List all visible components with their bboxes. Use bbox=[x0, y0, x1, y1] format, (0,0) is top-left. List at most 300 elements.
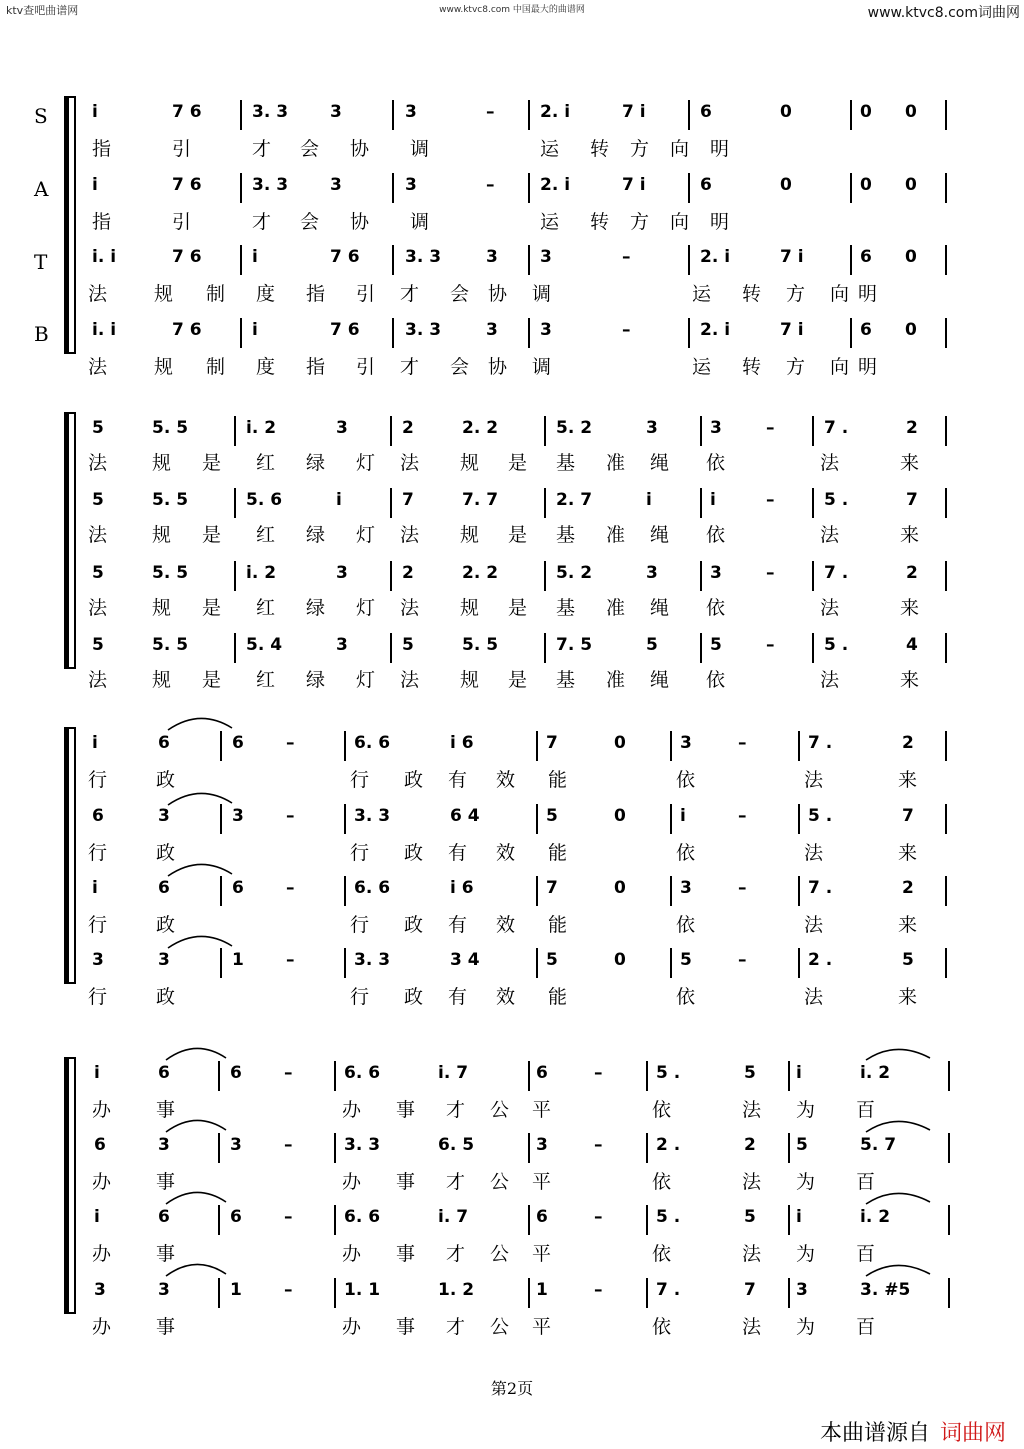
note: i bbox=[92, 102, 98, 122]
note: 6 bbox=[94, 1135, 106, 1155]
lyric-char: 行 bbox=[350, 986, 370, 1008]
note: 5. 2 bbox=[556, 563, 593, 583]
note: 3 bbox=[158, 1280, 170, 1300]
lyric-char: 灯 bbox=[356, 597, 376, 619]
lyric-char: 绿 bbox=[306, 452, 326, 474]
note: 0 bbox=[860, 175, 872, 195]
lyric-char: 才 bbox=[252, 211, 272, 233]
lyric-char: 办 bbox=[92, 1171, 112, 1193]
bar-line bbox=[945, 318, 947, 348]
lyric-char: 依 bbox=[652, 1243, 672, 1265]
note: – bbox=[284, 1207, 293, 1227]
lyric-char: 行 bbox=[88, 914, 108, 936]
note: 3 bbox=[486, 320, 498, 340]
note: 6. 5 bbox=[438, 1135, 475, 1155]
lyric-char: 度 bbox=[256, 356, 276, 378]
bar-line bbox=[220, 876, 222, 906]
note: – bbox=[284, 1063, 293, 1083]
lyric-char: 规 bbox=[460, 669, 480, 691]
lyric-char: 运 bbox=[540, 138, 560, 160]
lyric-char: 政 bbox=[404, 769, 424, 791]
note: 2. i bbox=[700, 320, 731, 340]
bar-line bbox=[390, 561, 392, 591]
note: 5 bbox=[680, 950, 692, 970]
note: 2 bbox=[402, 418, 414, 438]
lyric-char: 绿 bbox=[306, 597, 326, 619]
note: 5 . bbox=[656, 1063, 681, 1083]
note: 7 . bbox=[824, 563, 849, 583]
note: 7 6 bbox=[172, 102, 202, 122]
site-header-right: www.ktvc8.com词曲网 bbox=[867, 5, 1020, 21]
lyric-char: 转 bbox=[590, 138, 610, 160]
note: 5 bbox=[796, 1135, 808, 1155]
note: 3 bbox=[232, 806, 244, 826]
note: 2 bbox=[402, 563, 414, 583]
site-header-left: ktv查吧曲谱网 bbox=[6, 4, 79, 17]
note: 6 bbox=[230, 1063, 242, 1083]
lyric-char: 方 bbox=[630, 138, 650, 160]
lyric-char: 为 bbox=[796, 1099, 816, 1121]
watermark-text: 本曲谱源自 bbox=[819, 1421, 930, 1446]
note: 0 bbox=[905, 175, 917, 195]
note: – bbox=[284, 1135, 293, 1155]
note: 5 . bbox=[824, 635, 849, 655]
lyric-char: 法 bbox=[400, 669, 420, 691]
bar-line bbox=[850, 318, 852, 348]
note: i bbox=[680, 806, 686, 826]
lyric-char: 平 bbox=[532, 1171, 552, 1193]
lyric-char: 明 bbox=[710, 211, 730, 233]
lyric-char: 调 bbox=[410, 211, 430, 233]
bar-line bbox=[390, 488, 392, 518]
note: 7 bbox=[402, 490, 414, 510]
note: 5 bbox=[402, 635, 414, 655]
bar-line bbox=[646, 1278, 648, 1308]
lyric-char: 向 bbox=[670, 211, 690, 233]
lyric-char: 行 bbox=[350, 769, 370, 791]
note: i bbox=[94, 1207, 100, 1227]
note: 1 bbox=[230, 1280, 242, 1300]
bar-line bbox=[544, 416, 546, 446]
note: i bbox=[94, 1063, 100, 1083]
note: 7 . bbox=[656, 1280, 681, 1300]
note: 6 bbox=[158, 878, 170, 898]
slur bbox=[866, 1049, 930, 1060]
lyric-char: 制 bbox=[206, 283, 226, 305]
lyric-char: 运 bbox=[540, 211, 560, 233]
note: 2. 2 bbox=[462, 563, 499, 583]
lyric-char: 转 bbox=[742, 356, 762, 378]
lyric-char: 法 bbox=[804, 986, 824, 1008]
lyric-char: 能 bbox=[548, 986, 568, 1008]
note: i bbox=[92, 175, 98, 195]
bar-line bbox=[240, 173, 242, 203]
lyric-char: 行 bbox=[88, 986, 108, 1008]
bar-line bbox=[945, 173, 947, 203]
note: 2. i bbox=[700, 247, 731, 267]
note: 1 bbox=[232, 950, 244, 970]
note: i bbox=[796, 1207, 802, 1227]
bar-line bbox=[392, 100, 394, 130]
note: 3 bbox=[94, 1280, 106, 1300]
page-number: 第2页 bbox=[490, 1379, 534, 1398]
note: 2 bbox=[902, 733, 914, 753]
lyric-char: 调 bbox=[410, 138, 430, 160]
lyric-char: 转 bbox=[590, 211, 610, 233]
note: i. 7 bbox=[438, 1063, 469, 1083]
lyric-char: 运 bbox=[692, 283, 712, 305]
voice-label-t: T bbox=[34, 250, 48, 274]
bar-line bbox=[700, 561, 702, 591]
note: 6 bbox=[158, 1207, 170, 1227]
bar-line bbox=[688, 318, 690, 348]
note: – bbox=[286, 950, 295, 970]
bar-line bbox=[646, 1061, 648, 1091]
lyric-char: 才 bbox=[446, 1316, 466, 1338]
lyric-char: 灯 bbox=[356, 524, 376, 546]
bar-line bbox=[788, 1133, 790, 1163]
lyric-char: 会 bbox=[300, 138, 320, 160]
lyric-char: 引 bbox=[172, 211, 192, 233]
lyric-char: 百 bbox=[856, 1316, 876, 1338]
site-header-center: www.ktvc8.com 中国最大的曲谱网 bbox=[439, 5, 585, 15]
bar-line bbox=[945, 100, 947, 130]
lyric-char: 办 bbox=[342, 1099, 362, 1121]
note: 3 bbox=[536, 1135, 548, 1155]
lyric-char: 方 bbox=[786, 356, 806, 378]
lyric-char: 来 bbox=[898, 769, 918, 791]
bar-line bbox=[700, 488, 702, 518]
lyric-char: 协 bbox=[488, 283, 508, 305]
lyric-char: 平 bbox=[532, 1316, 552, 1338]
system-bracket-line bbox=[74, 727, 76, 984]
lyric-char: 来 bbox=[900, 597, 920, 619]
slur bbox=[168, 718, 232, 730]
note: i bbox=[710, 490, 716, 510]
lyric-char: 才 bbox=[446, 1243, 466, 1265]
lyric-char: 办 bbox=[342, 1243, 362, 1265]
lyric-char: 效 bbox=[496, 986, 516, 1008]
lyric-char: 协 bbox=[350, 138, 370, 160]
lyric-char: 依 bbox=[652, 1099, 672, 1121]
lyric-char: 基 bbox=[556, 597, 576, 619]
note: 7 i bbox=[622, 102, 646, 122]
note: – bbox=[594, 1207, 603, 1227]
note: 7 bbox=[546, 878, 558, 898]
system-bracket bbox=[64, 412, 69, 669]
bar-line bbox=[218, 1205, 220, 1235]
watermark bbox=[820, 1416, 1006, 1447]
slur bbox=[166, 1264, 226, 1276]
lyric-char: 是 bbox=[202, 597, 222, 619]
bar-line bbox=[798, 731, 800, 761]
note: i bbox=[252, 320, 258, 340]
note: 7. 5 bbox=[556, 635, 593, 655]
lyric-char: 百 bbox=[856, 1099, 876, 1121]
lyric-char: 制 bbox=[206, 356, 226, 378]
note: 1 bbox=[536, 1280, 548, 1300]
lyric-char: 是 bbox=[508, 597, 528, 619]
lyric-char: 依 bbox=[652, 1316, 672, 1338]
note: 5 bbox=[92, 418, 104, 438]
lyric-char: 法 bbox=[820, 452, 840, 474]
note: – bbox=[622, 247, 631, 267]
lyric-char: 才 bbox=[446, 1171, 466, 1193]
note: i bbox=[796, 1063, 802, 1083]
note: 7 i bbox=[622, 175, 646, 195]
lyric-char: 政 bbox=[404, 914, 424, 936]
lyric-char: 指 bbox=[92, 211, 112, 233]
bar-line bbox=[392, 173, 394, 203]
bar-line bbox=[390, 416, 392, 446]
note: 7 6 bbox=[330, 247, 360, 267]
system-bracket-line bbox=[74, 96, 76, 354]
lyric-char: 事 bbox=[396, 1171, 416, 1193]
bar-line bbox=[218, 1133, 220, 1163]
slur bbox=[168, 793, 232, 805]
bar-line bbox=[234, 633, 236, 663]
note: 3 4 bbox=[450, 950, 480, 970]
lyric-char: 准 bbox=[606, 669, 626, 691]
lyric-char: 政 bbox=[404, 986, 424, 1008]
bar-line bbox=[798, 876, 800, 906]
bar-line bbox=[544, 633, 546, 663]
bar-line bbox=[536, 948, 538, 978]
bar-line bbox=[948, 1133, 950, 1163]
bar-line bbox=[945, 416, 947, 446]
note: 6. 6 bbox=[354, 733, 391, 753]
lyric-char: 来 bbox=[900, 524, 920, 546]
voice-label-a: A bbox=[34, 177, 49, 201]
lyric-char: 法 bbox=[88, 283, 108, 305]
lyric-char: 法 bbox=[88, 452, 108, 474]
lyric-char: 行 bbox=[350, 842, 370, 864]
note: 2. 7 bbox=[556, 490, 593, 510]
note: i. 2 bbox=[246, 418, 277, 438]
lyric-char: 政 bbox=[156, 914, 176, 936]
lyric-char: 绿 bbox=[306, 524, 326, 546]
lyric-char: 引 bbox=[356, 283, 376, 305]
lyric-char: 引 bbox=[172, 138, 192, 160]
lyric-char: 度 bbox=[256, 283, 276, 305]
lyric-char: 来 bbox=[898, 914, 918, 936]
note: 3 bbox=[158, 950, 170, 970]
note: – bbox=[622, 320, 631, 340]
bar-line bbox=[544, 561, 546, 591]
note: 7 bbox=[906, 490, 918, 510]
lyric-char: 来 bbox=[898, 986, 918, 1008]
bracket-hook bbox=[64, 727, 74, 729]
lyric-char: 为 bbox=[796, 1243, 816, 1265]
lyric-char: 效 bbox=[496, 769, 516, 791]
note: 7 bbox=[902, 806, 914, 826]
lyric-char: 法 bbox=[400, 524, 420, 546]
note: 3 bbox=[540, 320, 552, 340]
lyric-char: 能 bbox=[548, 769, 568, 791]
slur bbox=[168, 864, 232, 876]
bar-line bbox=[945, 804, 947, 834]
note: 3 bbox=[336, 563, 348, 583]
lyric-char: 依 bbox=[706, 452, 726, 474]
note: 3 bbox=[680, 878, 692, 898]
lyric-char: 事 bbox=[156, 1171, 176, 1193]
note: 2 bbox=[744, 1135, 756, 1155]
note: 2 bbox=[902, 878, 914, 898]
lyric-char: 方 bbox=[786, 283, 806, 305]
lyric-char: 明 bbox=[858, 283, 878, 305]
lyric-char: 能 bbox=[548, 842, 568, 864]
note: 6 bbox=[536, 1207, 548, 1227]
note: 6 bbox=[700, 175, 712, 195]
bracket-hook bbox=[64, 1312, 74, 1314]
bar-line bbox=[798, 948, 800, 978]
note: 3 bbox=[336, 635, 348, 655]
bar-line bbox=[392, 318, 394, 348]
note: – bbox=[766, 635, 775, 655]
bar-line bbox=[670, 804, 672, 834]
lyric-char: 平 bbox=[532, 1243, 552, 1265]
watermark-logo-text: 词曲网 bbox=[939, 1421, 1006, 1446]
note: 5. 5 bbox=[462, 635, 499, 655]
slur bbox=[166, 1192, 226, 1204]
bar-line bbox=[234, 488, 236, 518]
note: 5 . bbox=[824, 490, 849, 510]
note: – bbox=[486, 175, 495, 195]
bar-line bbox=[850, 100, 852, 130]
lyric-char: 规 bbox=[460, 524, 480, 546]
bar-line bbox=[344, 948, 346, 978]
note: 7 6 bbox=[172, 175, 202, 195]
lyric-char: 有 bbox=[448, 914, 468, 936]
note: 3 bbox=[486, 247, 498, 267]
bar-line bbox=[788, 1061, 790, 1091]
lyric-char: 规 bbox=[154, 356, 174, 378]
note: 6 4 bbox=[450, 806, 480, 826]
note: 5 bbox=[546, 950, 558, 970]
note: 6 bbox=[158, 733, 170, 753]
bar-line bbox=[344, 876, 346, 906]
lyric-char: 基 bbox=[556, 524, 576, 546]
note: 0 bbox=[905, 320, 917, 340]
lyric-char: 规 bbox=[152, 597, 172, 619]
bar-line bbox=[390, 633, 392, 663]
lyric-char: 引 bbox=[356, 356, 376, 378]
note: 5 bbox=[744, 1063, 756, 1083]
lyric-char: 红 bbox=[256, 452, 276, 474]
lyric-char: 百 bbox=[856, 1243, 876, 1265]
note: – bbox=[738, 950, 747, 970]
lyric-char: 协 bbox=[488, 356, 508, 378]
note: i. 2 bbox=[860, 1207, 891, 1227]
note: 2. i bbox=[540, 175, 571, 195]
bar-line bbox=[812, 416, 814, 446]
note: 7 i bbox=[780, 320, 804, 340]
note: 5. 6 bbox=[246, 490, 283, 510]
lyric-char: 规 bbox=[460, 597, 480, 619]
lyric-char: 政 bbox=[404, 842, 424, 864]
lyric-char: 法 bbox=[400, 597, 420, 619]
lyric-char: 运 bbox=[692, 356, 712, 378]
lyric-char: 法 bbox=[804, 842, 824, 864]
note: 5. 7 bbox=[860, 1135, 897, 1155]
bar-line bbox=[688, 173, 690, 203]
note: 5 . bbox=[808, 806, 833, 826]
bar-line bbox=[788, 1278, 790, 1308]
lyric-char: 依 bbox=[676, 842, 696, 864]
bar-line bbox=[240, 100, 242, 130]
note: 3 bbox=[330, 102, 342, 122]
lyric-char: 为 bbox=[796, 1316, 816, 1338]
note: 0 bbox=[614, 733, 626, 753]
bracket-hook bbox=[64, 982, 74, 984]
bar-line bbox=[334, 1278, 336, 1308]
bar-line bbox=[812, 561, 814, 591]
note: i. i bbox=[92, 247, 117, 267]
lyric-char: 绳 bbox=[650, 597, 670, 619]
bar-line bbox=[646, 1205, 648, 1235]
note: 6 bbox=[230, 1207, 242, 1227]
lyric-char: 协 bbox=[350, 211, 370, 233]
note: 0 bbox=[780, 102, 792, 122]
lyric-char: 会 bbox=[450, 356, 470, 378]
bar-line bbox=[812, 633, 814, 663]
lyric-char: 依 bbox=[676, 986, 696, 1008]
lyric-char: 政 bbox=[156, 986, 176, 1008]
note: – bbox=[286, 878, 295, 898]
bar-line bbox=[392, 245, 394, 275]
note: 3 bbox=[92, 950, 104, 970]
lyric-char: 办 bbox=[342, 1316, 362, 1338]
bar-line bbox=[945, 561, 947, 591]
note: 6 bbox=[92, 806, 104, 826]
note: 7 6 bbox=[330, 320, 360, 340]
bar-line bbox=[528, 1205, 530, 1235]
note: – bbox=[766, 490, 775, 510]
lyric-char: 事 bbox=[156, 1099, 176, 1121]
note: 5. 2 bbox=[556, 418, 593, 438]
note: 5. 4 bbox=[246, 635, 283, 655]
lyric-char: 有 bbox=[448, 986, 468, 1008]
system-bracket bbox=[64, 727, 69, 984]
lyric-char: 灯 bbox=[356, 452, 376, 474]
note: – bbox=[486, 102, 495, 122]
note: 6 bbox=[860, 247, 872, 267]
bar-line bbox=[220, 948, 222, 978]
note: – bbox=[286, 806, 295, 826]
lyric-char: 指 bbox=[92, 138, 112, 160]
note: i. 7 bbox=[438, 1207, 469, 1227]
lyric-char: 向 bbox=[670, 138, 690, 160]
lyric-char: 规 bbox=[154, 283, 174, 305]
lyric-char: 来 bbox=[900, 669, 920, 691]
lyric-char: 是 bbox=[508, 524, 528, 546]
lyric-char: 百 bbox=[856, 1171, 876, 1193]
note: 6. 6 bbox=[344, 1063, 381, 1083]
lyric-char: 公 bbox=[490, 1099, 510, 1121]
lyric-char: 转 bbox=[742, 283, 762, 305]
system-bracket bbox=[64, 96, 69, 354]
note: 3 bbox=[405, 175, 417, 195]
note: 3 bbox=[230, 1135, 242, 1155]
bar-line bbox=[945, 731, 947, 761]
lyric-char: 红 bbox=[256, 524, 276, 546]
note: 5 . bbox=[656, 1207, 681, 1227]
note: 0 bbox=[614, 878, 626, 898]
note: i. 2 bbox=[246, 563, 277, 583]
bar-line bbox=[334, 1133, 336, 1163]
bar-line bbox=[528, 100, 530, 130]
note: 5. 5 bbox=[152, 563, 189, 583]
